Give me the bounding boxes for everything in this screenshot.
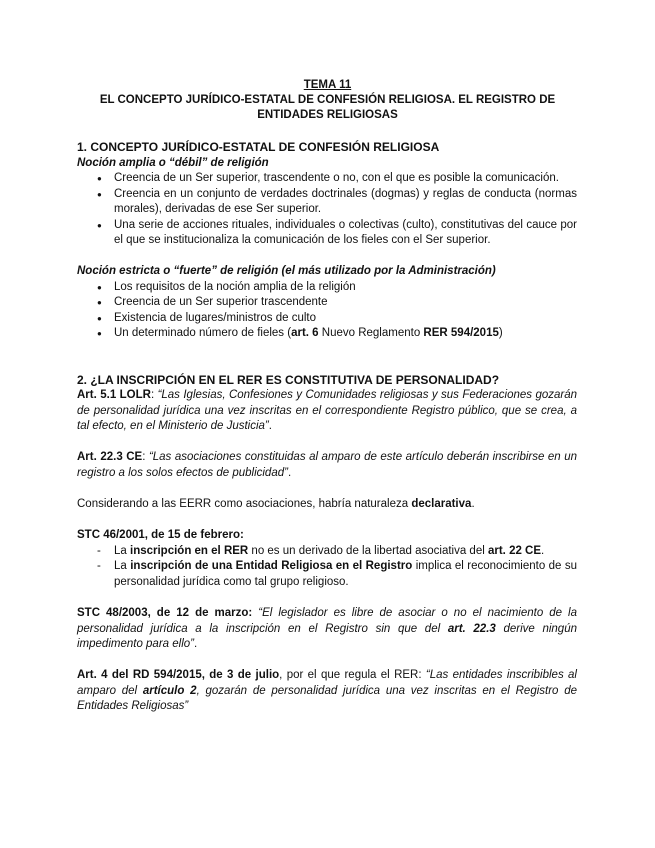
list-item: ● Una serie de acciones rituales, individuales o colectivas (culto), constitutivas del cauce por el que se institucionaliza la comunicación de los fieles con el Ser superior. — [77, 218, 577, 249]
broad-notion-heading: Noción amplia o “débil” de religión — [77, 156, 269, 169]
list-item: - La inscripción de una Entidad Religiosa en el Registro implica el reconocimiento de su personalidad jurídica como tal grupo religioso. — [77, 559, 577, 590]
stc-46-heading: STC 46/2001, de 15 de febrero: — [77, 529, 244, 541]
list-item: ● Existencia de lugares/ministros de culto — [77, 311, 577, 327]
list-item: ● Creencia de un Ser superior trascendente — [77, 295, 577, 311]
list-item: ● Un determinado número de fieles (art. 6 Nuevo Reglamento RER 594/2015) — [77, 326, 577, 342]
stc-46-2001 — [77, 528, 577, 590]
strict-notion-block — [77, 264, 577, 342]
document-header — [60, 78, 595, 123]
section-1 — [77, 140, 577, 249]
art-22-3-ce: Art. 22.3 CE: “Las asociaciones constituidas al amparo de este artículo deberán inscribirse en un registro a los solos efectos de publicidad”. — [77, 451, 577, 479]
strict-notion-heading: Noción estricta o “fuerte” de religión (el más utilizado por la Administración) — [77, 265, 496, 277]
strict-notion-list — [77, 280, 577, 342]
section-2-heading: 2. ¿LA INSCRIPCIÓN EN EL RER ES CONSTITUTIVA DE PERSONALIDAD? — [77, 373, 500, 387]
list-item: ● Creencia en un conjunto de verdades doctrinales (dogmas) y reglas de conducta (normas morales), derivadas de ese Ser superior. — [77, 187, 577, 218]
document-title-line1: EL CONCEPTO JURÍDICO-ESTATAL DE CONFESIÓN RELIGIOSA. EL REGISTRO DE — [99, 94, 556, 106]
list-item: ● Los requisitos de la noción amplia de la religión — [77, 280, 577, 296]
considerando-paragraph: Considerando a las EERR como asociaciones, habría naturaleza declarativa. — [77, 498, 475, 510]
topic-number: TEMA 11 — [303, 79, 352, 91]
art-4-rd-594-2015: Art. 4 del RD 594/2015, de 3 de julio, por el que regula el RER: “Las entidades inscribibles al amparo del artículo 2, gozarán de personalidad jurídica una vez inscritas en el Registro de Entidades Religiosas” — [77, 669, 577, 712]
stc-46-list — [77, 544, 577, 591]
section-1-heading: 1. CONCEPTO JURÍDICO-ESTATAL DE CONFESIÓN RELIGIOSA — [77, 140, 440, 154]
list-item: ● Creencia de un Ser superior, trascendente o no, con el que es posible la comunicación. — [77, 171, 577, 187]
stc-48-2003: STC 48/2003, de 12 de marzo: “El legislador es libre de asociar o no el nacimiento de la personalidad jurídica a la inscripción en el Registro sin que del art. 22.3 derive ningún impedimento para ello”. — [77, 607, 577, 650]
list-item: - La inscripción en el RER no es un derivado de la libertad asociativa del art. 22 CE. — [77, 544, 577, 560]
art-5-1-lolr: Art. 5.1 LOLR: “Las Iglesias, Confesiones y Comunidades religiosas y sus Federaciones gozarán de personalidad jurídica una vez inscritas en el correspondiente Registro público, que se crea, a tal efecto, en el Ministerio de Justicia”. — [77, 389, 578, 432]
document-title-line2: ENTIDADES RELIGIOSAS — [257, 109, 398, 121]
broad-notion-list — [77, 171, 577, 249]
